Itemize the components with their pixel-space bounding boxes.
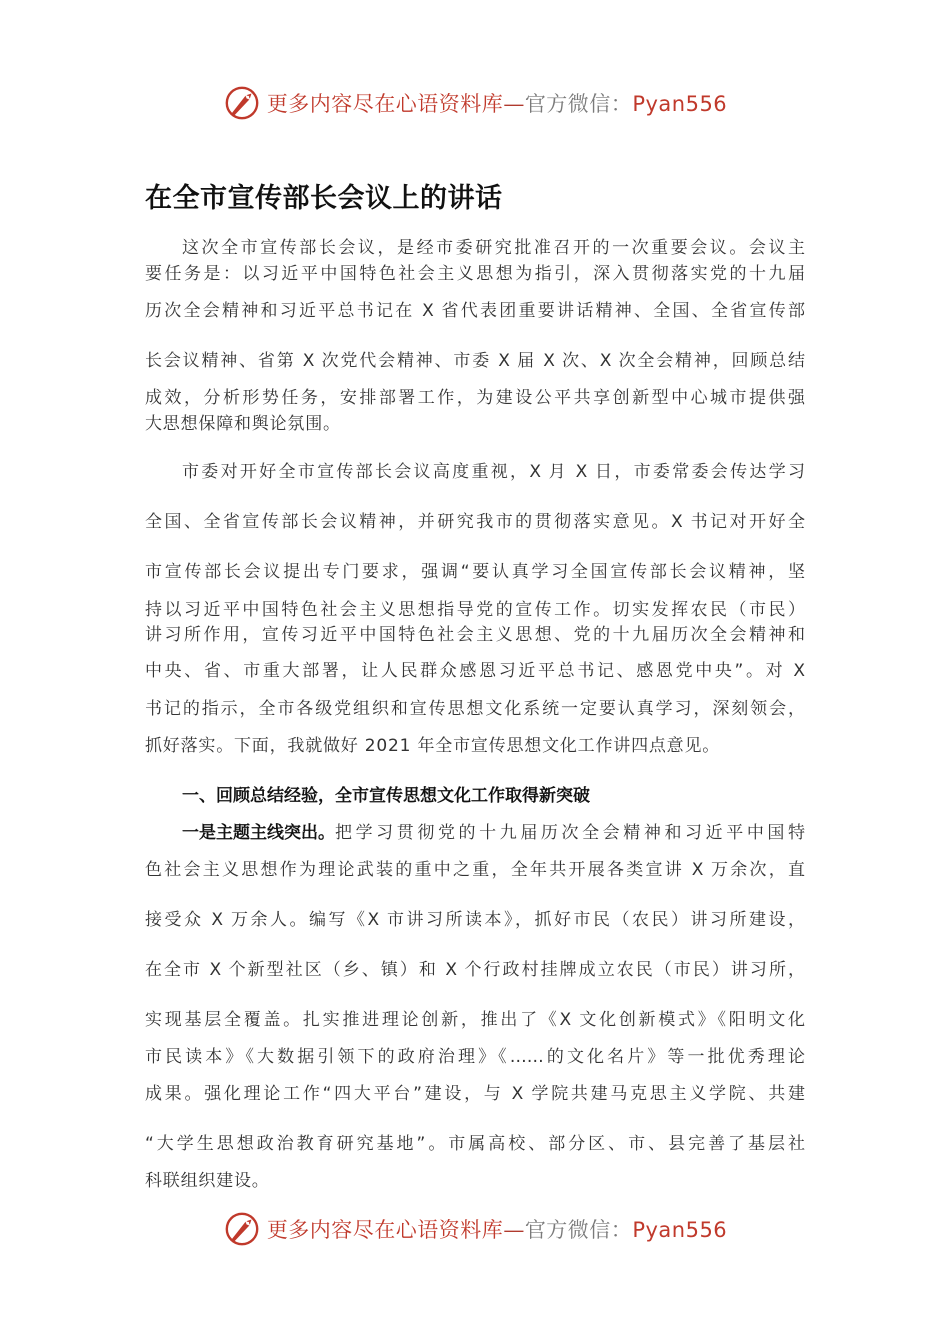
watermark-id: Pyan556 (632, 1218, 728, 1242)
section-heading: 一、回顾总结经验，全市宣传思想文化工作取得新突破 (182, 786, 590, 806)
watermark-main: 更多内容尽在心语资料库 (266, 1218, 504, 1242)
paragraph-line: 长会议精神、省第 X 次党代会精神、市委 X 届 X 次、X 次全会精神，回顾总结 (145, 351, 805, 371)
watermark-text (267, 1214, 727, 1244)
watermark-bottom (0, 1210, 950, 1248)
watermark-main: 更多内容尽在心语资料库 (266, 92, 504, 116)
paragraph-line: 市民读本》《大数据引领下的政府治理》《……的文化名片》等一批优秀理论 (145, 1047, 805, 1067)
section-lead-line (182, 818, 805, 843)
watermark-sub: 官方微信： (524, 1218, 633, 1242)
paragraph-line: 中央、省、市重大部署，让人民群众感恩习近平总书记、感恩党中央”。对 X (145, 661, 805, 681)
paragraph-line: 市宣传部长会议提出专门要求，强调“要认真学习全国宣传部长会议精神，坚 (145, 562, 805, 582)
paragraph-line: 书记的指示，全市各级党组织和宣传思想文化系统一定要认真学习，深刻领会， (145, 699, 805, 719)
watermark-id: Pyan556 (632, 92, 728, 116)
watermark-dash: — (503, 1218, 525, 1242)
paragraph-line: 成果。强化理论工作“四大平台”建设，与 X 学院共建马克思主义学院、共建 (145, 1084, 805, 1104)
watermark-sub: 官方微信： (524, 92, 633, 116)
paragraph-line: 在全市 X 个新型社区（乡、镇）和 X 个行政村挂牌成立农民（市民）讲习所， (145, 960, 805, 980)
pen-nib-logo-icon (223, 84, 261, 122)
paragraph-line: 市委对开好全市宣传部长会议高度重视，X 月 X 日，市委常委会传达学习 (182, 462, 805, 482)
paragraph-line: 全国、全省宣传部长会议精神，并研究我市的贯彻落实意见。X 书记对开好全 (145, 512, 805, 532)
document-title: 在全市宣传部长会议上的讲话 (145, 183, 503, 214)
pen-nib-logo-icon (223, 1210, 261, 1248)
paragraph-line: 历次全会精神和习近平总书记在 X 省代表团重要讲话精神、全国、全省宣传部 (145, 301, 805, 321)
paragraph-line: “大学生思想政治教育研究基地”。市属高校、部分区、市、县完善了基层社 (145, 1134, 805, 1154)
paragraph-line: 把学习贯彻党的十九届历次全会精神和习近平中国特 (335, 823, 805, 843)
watermark-text (267, 88, 727, 118)
paragraph-line: 大思想保障和舆论氛围。 (145, 414, 341, 434)
paragraph-line: 抓好落实。下面，我就做好 2021 年全市宣传思想文化工作讲四点意见。 (145, 736, 721, 756)
paragraph-line: 成效，分析形势任务，安排部署工作，为建设公平共享创新型中心城市提供强 (145, 388, 805, 408)
paragraph-line: 科联组织建设。 (145, 1171, 270, 1191)
watermark-top (0, 84, 950, 122)
paragraph-line: 接受众 X 万余人。编写《X 市讲习所读本》，抓好市民（农民）讲习所建设， (145, 910, 805, 930)
paragraph-line: 持以习近平中国特色社会主义思想指导党的宣传工作。切实发挥农民（市民） (145, 600, 805, 620)
paragraph-line: 实现基层全覆盖。扎实推进理论创新，推出了《X 文化创新模式》《阳明文化 (145, 1010, 805, 1030)
paragraph-line: 讲习所作用，宣传习近平中国特色社会主义思想、党的十九届历次全会精神和 (145, 625, 805, 645)
paragraph-line: 要任务是：以习近平中国特色社会主义思想为指引，深入贯彻落实党的十九届 (145, 264, 805, 284)
section-lead: 一是主题主线突出。 (182, 823, 335, 843)
paragraph-line: 这次全市宣传部长会议，是经市委研究批准召开的一次重要会议。会议主 (182, 238, 805, 258)
watermark-dash: — (503, 92, 525, 116)
paragraph-line: 色社会主义思想作为理论武装的重中之重，全年共开展各类宣讲 X 万余次，直 (145, 860, 805, 880)
